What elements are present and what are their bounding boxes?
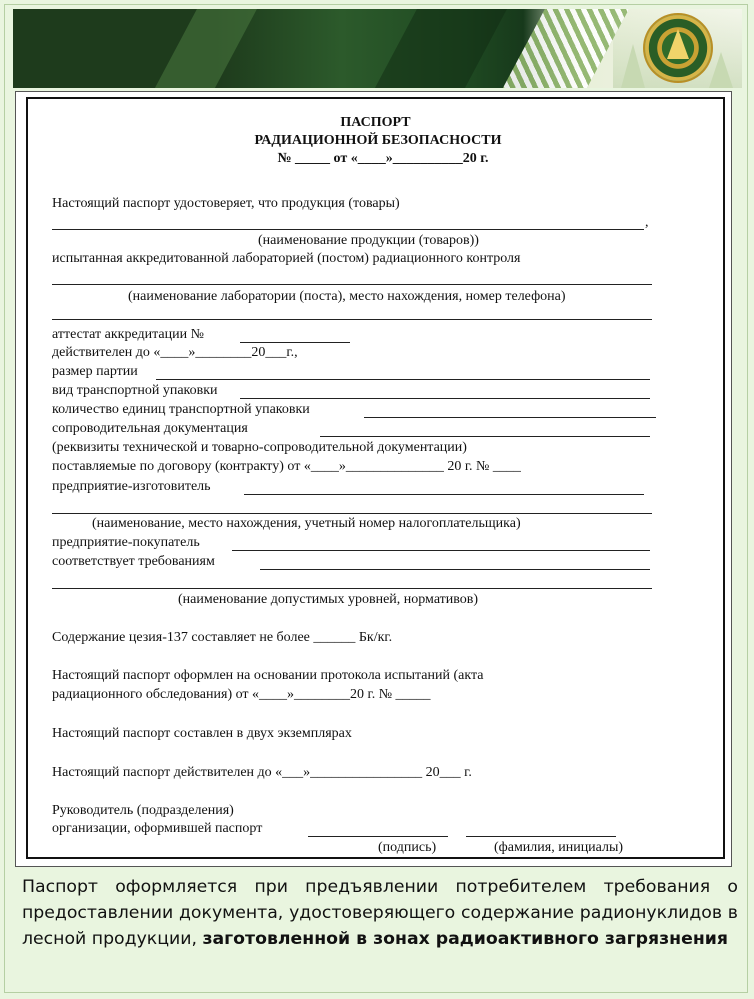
doc-subtitle: РАДИАЦИОННОЙ БЕЗОПАСНОСТИ bbox=[254, 133, 502, 148]
complies-line bbox=[260, 569, 650, 570]
norms-caption: (наименование допустимых уровней, нормативов) bbox=[178, 592, 479, 607]
valid-until-label: действителен до «____»________20___г., bbox=[52, 345, 298, 360]
lab-line bbox=[52, 284, 652, 285]
basis-line-1: Настоящий паспорт оформлен на основании протокола испытаний (акта bbox=[52, 668, 484, 683]
accompanying-docs-label: сопроводительная документация bbox=[52, 421, 248, 436]
tested-by-text: испытанная аккредитованной лабораторией (постом) радиационного контроля bbox=[52, 251, 521, 266]
batch-size-line bbox=[156, 379, 650, 380]
doc-title: ПАСПОРТ bbox=[340, 115, 411, 130]
intro-text: Настоящий паспорт удостоверяет, что продукция (товары) bbox=[52, 196, 400, 211]
supplied-contract-label: поставляемые по договору (контракту) от «____»______________ 20 г. № ____ bbox=[52, 459, 521, 474]
package-count-label: количество единиц транспортной упаковки bbox=[52, 402, 310, 417]
caption-bold-text: заготовленной в зонах радиоактивного загрязнения bbox=[202, 929, 728, 949]
document-border bbox=[26, 97, 725, 859]
product-caption: (наименование продукции (товаров)) bbox=[258, 233, 479, 248]
name-caption: (фамилия, инициалы) bbox=[494, 840, 624, 855]
header-banner bbox=[13, 9, 742, 88]
product-comma: , bbox=[645, 215, 649, 230]
docs-caption: (реквизиты технической и товарно-сопроводительной документации) bbox=[52, 440, 467, 455]
head-line-2: организации, оформившей паспорт bbox=[52, 821, 263, 836]
head-line-1: Руководитель (подразделения) bbox=[52, 803, 234, 818]
lab-line-2 bbox=[52, 319, 652, 320]
complies-line-2 bbox=[52, 588, 652, 589]
package-type-label: вид транспортной упаковки bbox=[52, 383, 218, 398]
signature-caption: (подпись) bbox=[378, 840, 437, 855]
batch-size-label: размер партии bbox=[52, 364, 138, 379]
manufacturer-line-2 bbox=[52, 513, 652, 514]
package-type-line bbox=[240, 398, 650, 399]
lab-caption: (наименование лаборатории (поста), место нахождения, номер телефона) bbox=[128, 289, 566, 304]
copies-text: Настоящий паспорт составлен в двух экземплярах bbox=[52, 726, 352, 741]
banner-stripe bbox=[144, 9, 262, 88]
accreditation-label: аттестат аккредитации № bbox=[52, 327, 204, 342]
basis-line-2: радиационного обследования) от «____»________20 г. № _____ bbox=[52, 687, 431, 702]
product-line bbox=[52, 229, 644, 230]
complies-label: соответствует требованиям bbox=[52, 554, 215, 569]
buyer-label: предприятие-покупатель bbox=[52, 535, 200, 550]
manufacturer-label: предприятие-изготовитель bbox=[52, 479, 211, 494]
valid-line-text: Настоящий паспорт действителен до «___»________________ 20___ г. bbox=[52, 765, 472, 780]
banner-stripe bbox=[364, 9, 512, 88]
manufacturer-line bbox=[244, 494, 644, 495]
forestry-emblem-icon bbox=[645, 15, 711, 81]
cesium-text: Содержание цезия-137 составляет не более ______ Бк/кг. bbox=[52, 630, 393, 645]
package-count-line bbox=[364, 417, 656, 418]
name-line bbox=[466, 836, 616, 837]
passport-document bbox=[15, 91, 732, 867]
manufacturer-caption: (наименование, место нахождения, учетный номер налогоплательщика) bbox=[92, 516, 521, 531]
accompanying-docs-line bbox=[320, 436, 650, 437]
buyer-line bbox=[232, 550, 650, 551]
caption-paragraph bbox=[22, 874, 738, 952]
signature-line bbox=[308, 836, 448, 837]
accreditation-line bbox=[240, 342, 350, 343]
doc-number-date: № _____ от «____»__________20 г. bbox=[277, 151, 489, 166]
caption-text: Паспорт оформляется при предъявлении потребителем требования о предоставлении документа, удостоверяющего содержание радионуклидов в лесной продукции, bbox=[22, 877, 738, 949]
